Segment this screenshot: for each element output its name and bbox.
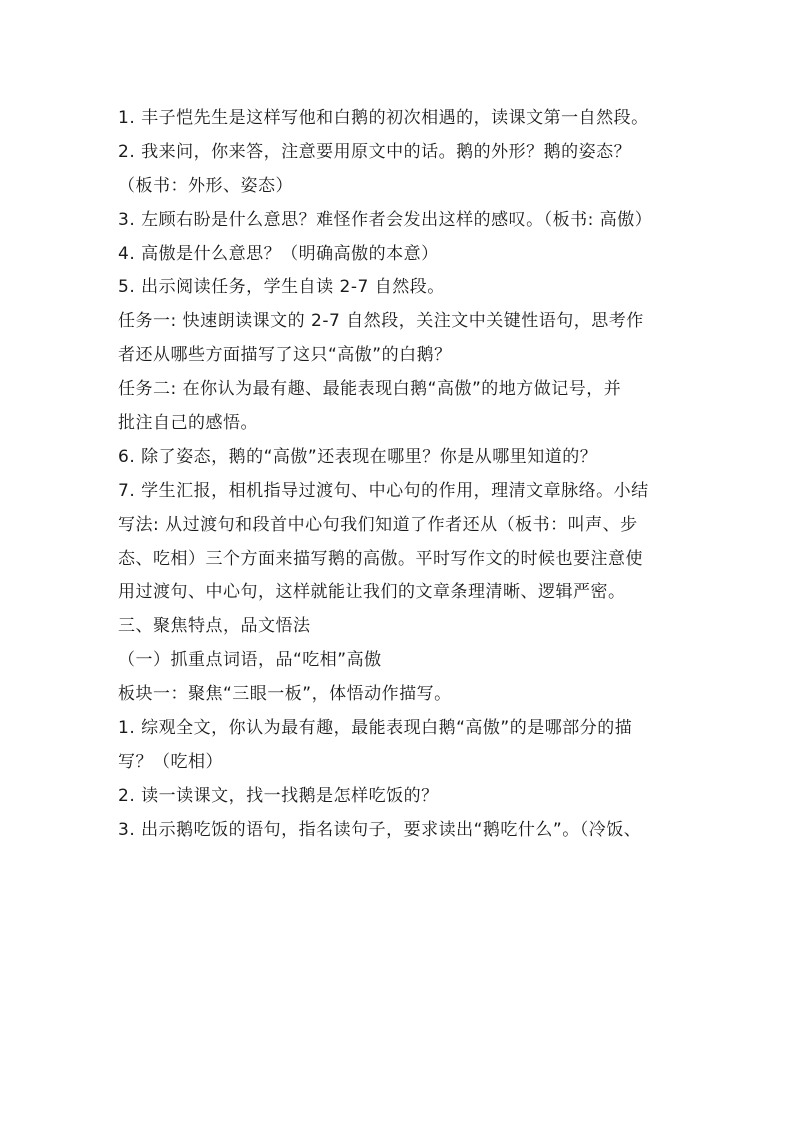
section-heading: 三、聚焦特点，品文悟法 xyxy=(118,616,311,637)
text-line: 3. 出示鹅吃饭的语句，指名读句子，要求读出“鹅吃什么”。（冷饭、 xyxy=(118,819,642,840)
text-line: 5. 出示阅读任务，学生自读 2-7 自然段。 xyxy=(118,277,445,298)
text-line: 3. 左顾右盼是什么意思？难怪作者会发出这样的感叹。（板书: 高傲） xyxy=(118,209,653,230)
text-line: 批注自己的感悟。 xyxy=(118,413,258,434)
subsection-heading: （一）抓重点词语，品“吃相”高傲 xyxy=(118,650,382,671)
text-line: （板书：外形、姿态） xyxy=(118,175,293,196)
text-line: 态、吃相）三个方面来描写鹅的高傲。平时写作文的时候也要注意使 xyxy=(118,548,643,569)
document-page xyxy=(118,102,688,848)
text-line: 用过渡句、中心句，这样就能让我们的文章条理清晰、逻辑严密。 xyxy=(118,582,626,603)
text-line: 2. 读一读课文，找一找鹅是怎样吃饭的？ xyxy=(118,785,439,806)
text-line: 4. 高傲是什么意思？（明确高傲的本意） xyxy=(118,243,439,264)
text-line: 板块一：聚焦“三眼一板”，体悟动作描写。 xyxy=(118,684,452,705)
text-line: 写？（吃相） xyxy=(118,751,223,772)
text-line: 7. 学生汇报，相机指导过渡句、中心句的作用，理清文章脉络。小结 xyxy=(118,480,649,501)
text-line: 任务二: 在你认为最有趣、最能表现白鹅“高傲”的地方做记号，并 xyxy=(118,379,622,400)
text-line: 1. 丰子恺先生是这样写他和白鹅的初次相遇的，读课文第一自然段。 xyxy=(118,108,649,128)
text-line: 2. 我来问，你来答，注意要用原文中的话。鹅的外形？鹅的姿态？ xyxy=(118,141,632,162)
text-line: 6. 除了姿态，鹅的“高傲”还表现在哪里？你是从哪里知道的？ xyxy=(118,446,598,467)
text-line: 者还从哪些方面描写了这只“高傲”的白鹅？ xyxy=(118,345,452,366)
text-line: 1. 综观全文，你认为最有趣，最能表现白鹅“高傲”的是哪部分的描 xyxy=(118,718,633,739)
text-line: 任务一: 快速朗读课文的 2-7 自然段，关注文中关键性语句，思考作 xyxy=(118,311,644,332)
text-line: 写法: 从过渡句和段首中心句我们知道了作者还从（板书：叫声、步 xyxy=(118,514,638,535)
